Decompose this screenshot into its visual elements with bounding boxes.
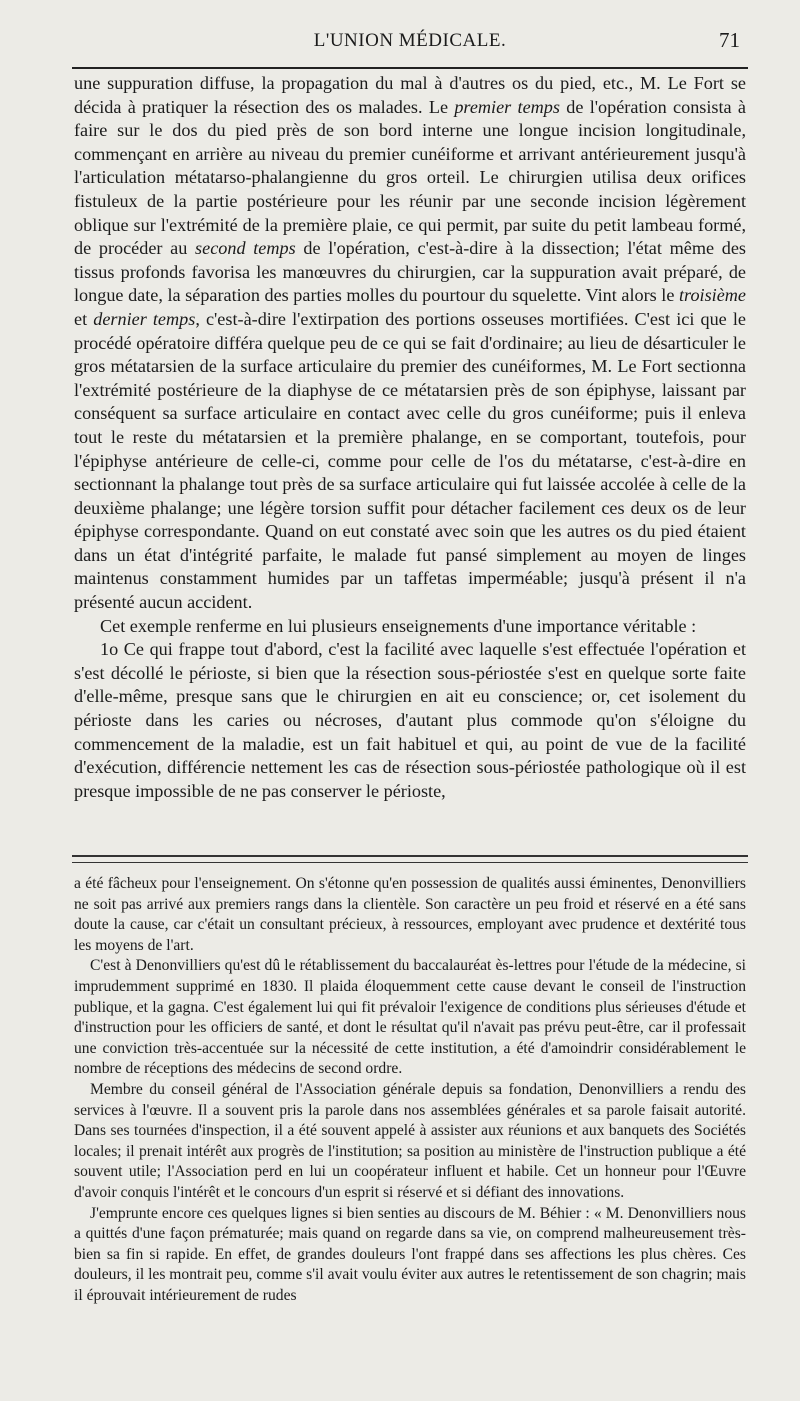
text-run: une suppuration diffuse, la propagation du mal à d'autres os du pied, etc., M. Le Fort se décida à pratiquer la résection des os malades. Le bbox=[74, 73, 746, 117]
page-number: 71 bbox=[719, 28, 740, 52]
text-run: de l'opération, c'est-à-dire à la dissection; l'état même des tissus profonds favorisa les manœuvres du chirurgien, car la suppuration avait préparé, de longue date, la séparation des parties molles du pourtour du squelette. Vint alors le bbox=[74, 238, 746, 306]
paragraph-1 bbox=[74, 72, 746, 615]
header-rule bbox=[72, 67, 748, 69]
paragraph-3: 1o Ce qui frappe tout d'abord, c'est la facilité avec laquelle s'est effectuée l'opération et s'est décollé le périoste, si bien que la résection sous-périostée s'est en quelque sorte faite d'elle-même, presque sans que le chirurgien en ait eu conscience; or, cet isolement du périoste dans les caries ou nécroses, d'autant plus commode qu'on s'éloigne du commencement de la maladie, est un fait habituel et qui, au point de vue de la facilité d'exécution, différencie nettement les cas de résection sous-périostée pathologique où il est presque impossible de ne pas conserver le périoste, bbox=[74, 639, 746, 801]
footnote-paragraph-3: Membre du conseil général de l'Association générale depuis sa fondation, Denonvilliers a rendu des services à l'œuvre. Il a souvent pris la parole dans nos assemblées générales et sa parole faisait autorité. Dans ses tournées d'inspection, il a été souvent appelé à assister aux réunions et aux banquets des Sociétés locales; il prenait intérêt aux progrès de l'institution; sa position au ministère de l'instruction publique a été souvent utile; l'Association perd en lui un coopérateur influent et habile. Cet un honneur pour l'Œuvre d'avoir conquis l'intérêt et le concours d'un esprit si réservé et si défiant des innovations. bbox=[74, 1080, 746, 1201]
footnote-paragraph-1: a été fâcheux pour l'enseignement. On s'étonne qu'en possession de qualités aussi éminentes, Denonvilliers ne soit pas arrivé aux premiers rangs dans la clientèle. Son caractère un peu froid et réservé en a été sans doute la cause, car c'était un consultant précieux, à ressources, employant avec prudence et dextérité tous les moyens de l'art. bbox=[74, 875, 746, 954]
text-run: , c'est-à-dire l'extirpation des portions osseuses mortifiées. C'est ici que le procédé opératoire différa quelque peu de ce qui se fait d'ordinaire; au lieu de désarticuler le gros métatarsien de la surface articulaire du premier des cunéiformes, M. Le Fort sectionna l'extrémité postérieure de la diaphyse de ce métatarsien près de son épiphyse, laissant par conséquent sa surface articulaire en contact avec celle du gros cunéiforme; puis il enleva tout le reste du métatarsien et la première phalange, en se comportant, toutefois, pour l'épiphyse antérieure de celle-ci, comme pour celle de l'os du métatarse, c'est-à-dire en sectionnant la phalange tout près de sa surface articulaire qui fut laissée accolée à celle de la deuxième phalange; une légère torsion suffit pour détacher facilement ces deux os de leur épiphyse correspondante. Quand on eut constaté avec soin que les autres os du pied étaient dans un état d'intégrité parfaite, le malade fut pansé simplement au moyen de linges maintenus constamment humides par un taffetas imperméable; jusqu'à présent il n'a présenté aucun accident. bbox=[74, 308, 746, 613]
paragraph-2: Cet exemple renferme en lui plusieurs enseignements d'une importance véritable : bbox=[100, 615, 697, 636]
journal-title: L'UNION MÉDICALE. bbox=[313, 30, 507, 51]
text-run: de l'opération consista à faire sur le dos du pied près de son bord interne une longue incision longitudinale, commençant en arrière au niveau du premier cunéiforme et arrivant antérieurement jusqu'à l'articulation métatarso-phalangienne du gros orteil. Le chirurgien utilisa deux orifices fistuleux de la partie postérieure pour les réunir par une seconde incision légèrement oblique sur l'extrémité de la première plaie, ce qui permit, par suite du petit lambeau formé, de procéder au bbox=[74, 96, 746, 259]
italic-run: premier temps bbox=[454, 96, 560, 117]
italic-run: troisième bbox=[678, 285, 746, 306]
italic-run: second temps bbox=[195, 238, 296, 259]
footnote-paragraph-4: J'emprunte encore ces quelques lignes si bien senties au discours de M. Béhier : « M. Denonvilliers nous a quittés d'une façon prématurée; mais quand on regarde dans sa vie, on comprend malheureusement très-bien sa fin si rapide. En effet, de grandes douleurs l'ont frappé dans ses affections les plus chères. Ces douleurs, il les montrait peu, comme s'il avait voulu éviter aux autres le retentissement de son chagrin; mais il éprouvait intérieurement de rudes bbox=[74, 1204, 746, 1304]
footnote-rule bbox=[72, 855, 748, 863]
text-run: et bbox=[74, 308, 94, 329]
footnote-paragraph-2: C'est à Denonvilliers qu'est dû le rétablissement du baccalauréat ès-lettres pour l'étude de la médecine, si imprudemment supprimé en 1830. Il plaida éloquemment cette cause devant le conseil de l'instruction publique, et la gagna. C'est également lui qui fit prévaloir l'exigence de conditions plus sérieuses d'étude et d'instruction pour les officiers de santé, et dont le résultat qu'il n'avait pas prévu peut-être, car il professait une conviction très-accentuée sur la nécessité de cette institution, a été d'amoindrir considérablement le nombre de réceptions des médecins de second ordre. bbox=[74, 957, 746, 1078]
main-text bbox=[74, 72, 746, 803]
running-header bbox=[72, 22, 748, 58]
footnotes bbox=[74, 874, 746, 1306]
italic-run: dernier temps bbox=[93, 308, 196, 329]
